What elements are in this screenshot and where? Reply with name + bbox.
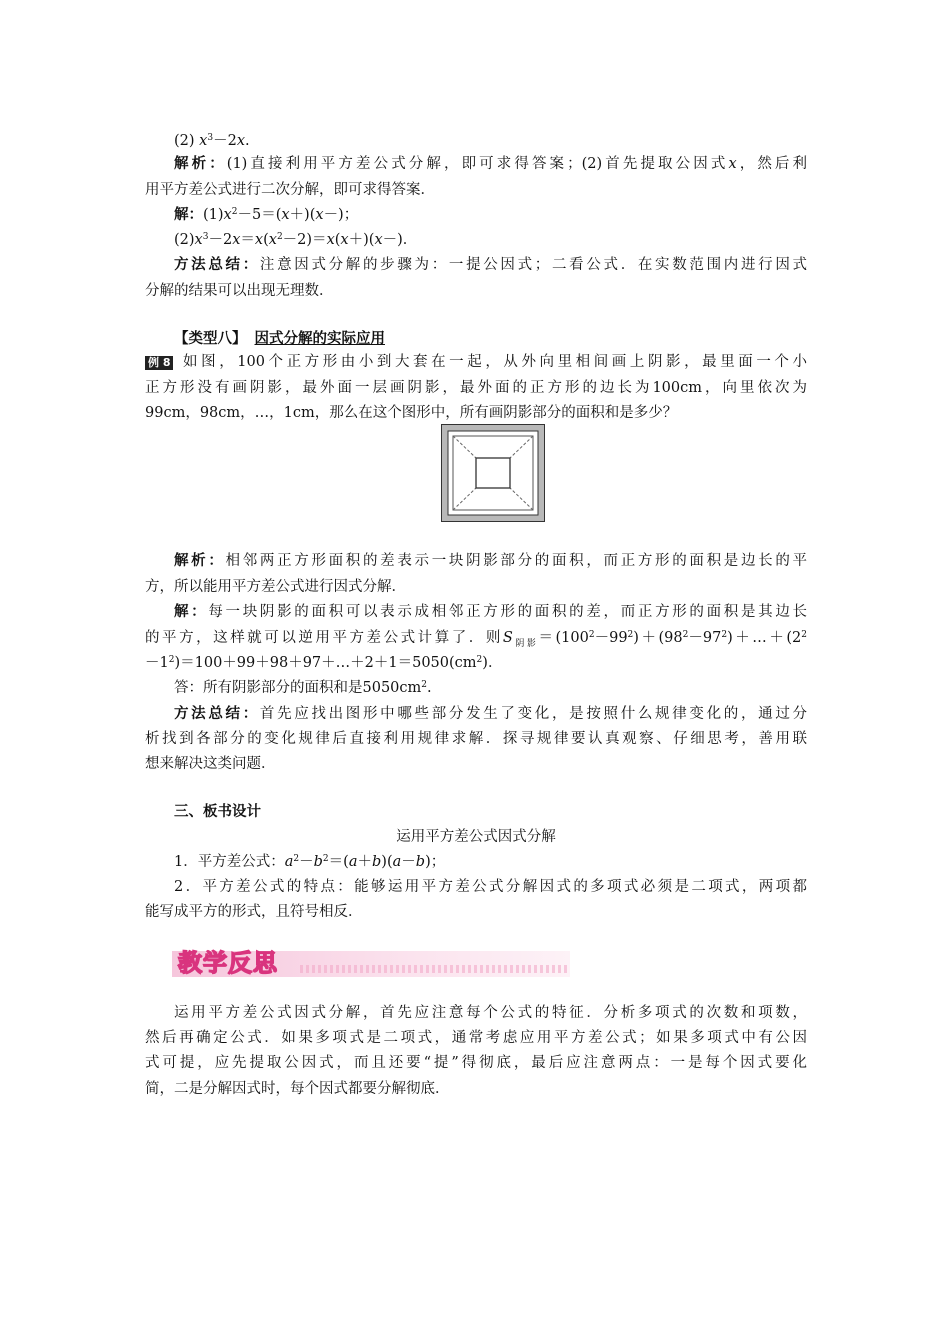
solution-2-line-1 xyxy=(174,602,807,622)
analysis-2: 用平方差公式进行二次分解，即可求得答案． xyxy=(145,182,435,198)
solution-2-line-2: 的平方，这样就可以逆用平方差公式计算了．则$S_{阴影}=(100^2-99^2)+(98^2-97^2)+\dots+(2^2$ xyxy=(145,630,808,649)
analysis-label: 解析： xyxy=(174,156,227,172)
method-label-2: 方法总结： xyxy=(174,706,260,722)
solution-label-2: 解： xyxy=(174,604,209,620)
solution-2-line-3: $-1^2)=100+99+98+97+\dots+2+1=5050(cm^2)$． xyxy=(145,655,503,671)
problem-line-3: 99cm，98cm，…，1cm，那么在这个图形中，所有画阴影部分的面积和是多少？ xyxy=(145,405,678,421)
type-heading xyxy=(174,329,807,349)
problem-text-1: 如图，100个正方形由小到大套在一起，从外向里相间画上阴影，最里面一个小 xyxy=(179,354,807,370)
answer-text: 答：所有阴影部分的面积和是5050cm xyxy=(174,680,422,696)
analysis-text-2-1: 相邻两正方形面积的差表示一块阴影部分的面积，而正方形的面积是边长的平 xyxy=(225,553,808,569)
board-item-2-line-2: 能写成平方的形式，且符号相反． xyxy=(145,904,363,920)
method-text-2-1: 首先应找出图形中哪些部分发生了变化，是按照什么规律变化的，通过分 xyxy=(259,706,808,722)
problem-line-1 xyxy=(145,352,807,372)
reflection-line-3: 式可提，应先提取公因式，而且还要“提”得彻底，最后应注意两点：一是每个因式要化 xyxy=(145,1055,807,1071)
analysis-label-2: 解析： xyxy=(174,553,226,569)
method-text-1: 注意因式分解的步骤为：一提公因式；二看公式．在实数范围内进行因式 xyxy=(259,257,808,273)
analysis-text-1-end: ，然后利 xyxy=(736,156,808,172)
var-x: x xyxy=(728,156,737,172)
method-summary-2: 分解的结果可以出现无理数． xyxy=(145,283,334,299)
question-2: (2) $x^3-2x$. xyxy=(174,133,250,149)
question-label: (2) xyxy=(174,133,195,149)
reflection-line-4: 简，二是分解因式时，每个因式都要分解彻底． xyxy=(145,1081,450,1097)
reflection-line-1: 运用平方差公式因式分解，首先应注意每个公式的特征．分析多项式的次数和项数， xyxy=(174,1005,807,1021)
method-summary-2-2: 析找到各部分的变化规律后直接利用规律求解．探寻规律要认真观察、仔细思考，善用联 xyxy=(145,731,807,747)
nested-squares-figure xyxy=(441,424,545,522)
solution-text-2-1: 每一块阴影的面积可以表示成相邻正方形的面积的差，而正方形的面积是其边长 xyxy=(208,604,808,620)
problem-line-2: 正方形没有画阴影，最外面一层画阴影，最外面的正方形的边长为100cm，向里依次为 xyxy=(145,380,807,396)
section-heading: 三、板书设计 xyxy=(174,804,261,820)
method-summary-2-3: 想来解决这类问题． xyxy=(145,756,276,772)
reflection-line-2: 然后再确定公式．如果多项式是二项式，通常考虑应用平方差公式；如果多项式中有公因 xyxy=(145,1030,807,1046)
banner-title: 教学反思 xyxy=(178,949,278,977)
solution-text-2-2: 的平方，这样就可以逆用平方差公式计算了．则 xyxy=(145,630,503,646)
type-label: 【类型八】 xyxy=(174,331,247,347)
board-item-1-label: 1．平方差公式： xyxy=(174,854,285,870)
example-badge: 例 8 xyxy=(145,356,173,370)
board-item-2-line-1: 2．平方差公式的特点：能够运用平方差公式分解因式的多项式必须是二项式，两项都 xyxy=(174,879,807,895)
method-summary-2-1 xyxy=(174,704,807,724)
answer-line: 答：所有阴影部分的面积和是$5050cm^2$. xyxy=(174,680,432,696)
reflection-banner xyxy=(172,943,570,977)
solution-1: 解：$(1)x^2-5=(x+)(x-)$； xyxy=(174,207,359,223)
type-title: 因式分解的实际应用 xyxy=(254,331,385,347)
analysis-text-1: (1)直接利用平方差公式分解，即可求得答案；(2)首先提取公因式 xyxy=(226,156,729,172)
analysis-2-line-2: 方，所以能用平方差公式进行因式分解． xyxy=(145,579,406,595)
banner-stripe xyxy=(300,965,568,973)
solution-2: $(2)x^3-2x=x(x^2-2)=x(x+)(x-)$． xyxy=(174,232,418,248)
method-label: 方法总结： xyxy=(174,257,260,273)
method-summary-1 xyxy=(174,255,807,275)
analysis-1 xyxy=(174,154,807,174)
analysis-2-line-1 xyxy=(174,551,807,571)
board-item-1: 1．平方差公式：$a^2-b^2=(a+b)(a-b)$； xyxy=(174,854,446,870)
solution-label: 解： xyxy=(174,207,203,223)
board-title: 运用平方差公式因式分解 xyxy=(396,829,556,845)
